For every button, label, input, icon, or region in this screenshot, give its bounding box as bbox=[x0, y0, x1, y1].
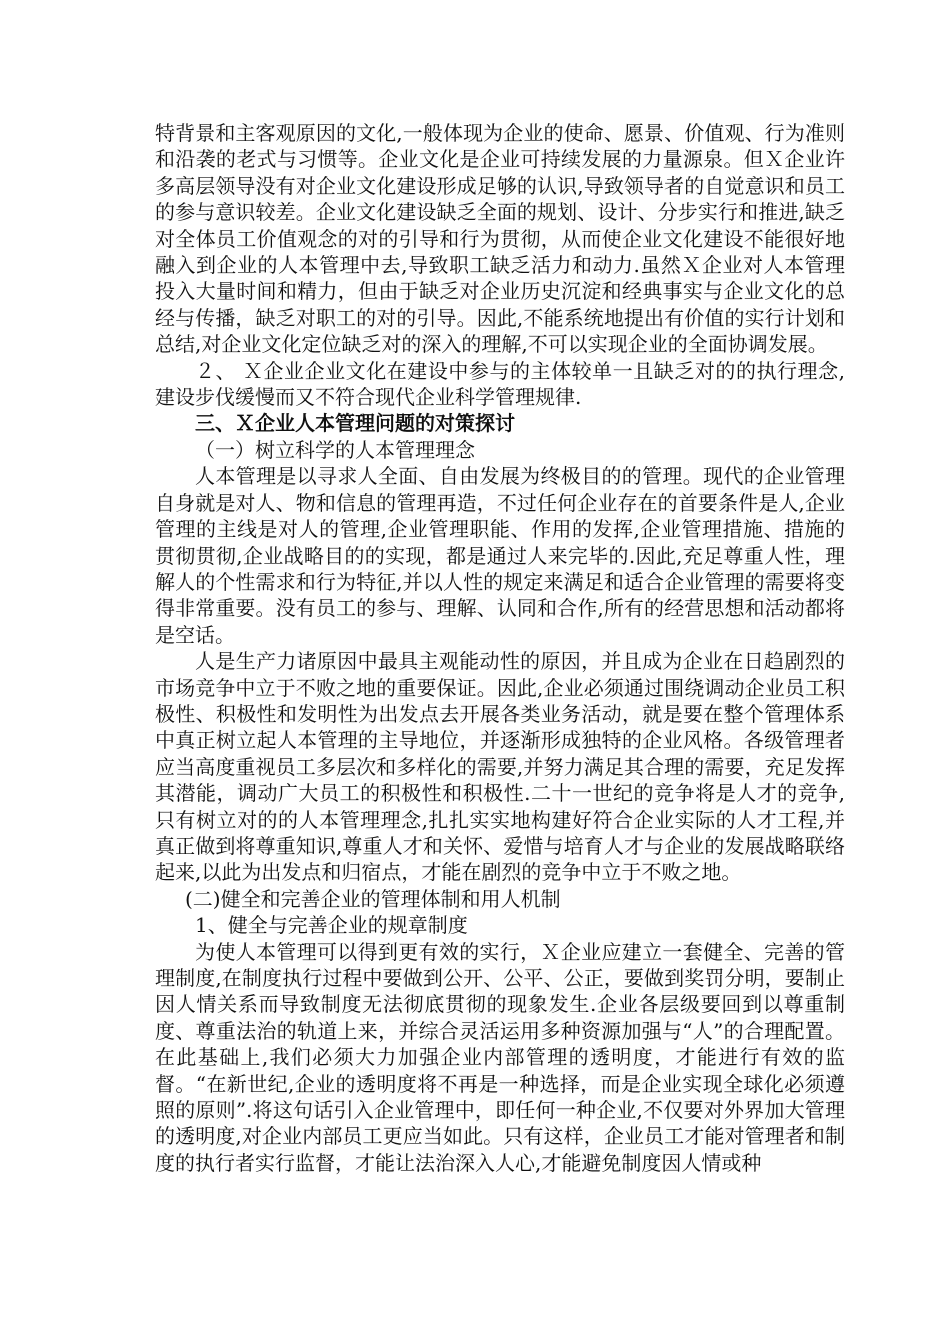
section-heading-3: 三、Ｘ企业人本管理问题的对策探讨 bbox=[195, 411, 515, 436]
subheading-2: (二)健全和完善企业的管理体制和用人机制 bbox=[185, 886, 561, 911]
document-page bbox=[155, 120, 845, 1176]
paragraph-rules-system: 为使人本管理可以得到更有效的实行，Ｘ企业应建立一套健全、完善的管理制度,在制度执行过程中要做到公开、公平、公正，要做到奖罚分明，要制止因人情关系而导致制度无法彻底贯彻的现象发生.企业各层级要回到以尊重制度、尊重法治的轨道上来，并综合灵活运用多种资源加强与“人”的合理配置。在此基础上,我们必须大力加强企业内部管理的透明度，才能进行有效的监督。“在新世纪,企业的透明度将不再是一种选择，而是企业实现全球化必须遵照的原则”.将这句话引入企业管理中，即任何一种企业,不仅要对外界加大管理的透明度,对企业内部员工更应当如此。只有这样，企业员工才能对管理者和制度的执行者实行监督，才能让法治深入人心,才能避免制度因人情或种 bbox=[155, 939, 845, 1175]
subheading-1: （一）树立科学的人本管理理念 bbox=[195, 437, 475, 462]
subheading-2-1: 1、健全与完善企业的规章制度 bbox=[195, 913, 468, 938]
paragraph-productivity: 人是生产力诸原因中最具主观能动性的原因，并且成为企业在日趋剧烈的市场竞争中立于不败之地的重要保证。因此,企业必须通过围绕调动企业员工积极性、积极性和发明性为出发点去开展各类业务活动，就是要在整个管理体系中真正树立起人本管理的主导地位，并逐渐形成独特的企业风格。各级管理者应当高度重视员工多层次和多样化的需要,并努力满足其合理的需要，充足发挥其潜能，调动广大员工的积极性和积极性.二十一世纪的竞争将是人才的竞争,只有树立对的的人本管理理念,扎扎实实地构建好符合企业实际的人才工程,并真正做到将尊重知识,尊重人才和关怀、爱惜与培育人才与企业的发展战略联络起来,以此为出发点和归宿点，才能在剧烈的竞争中立于不败之地。 bbox=[155, 649, 845, 885]
paragraph-culture-continued: 特背景和主客观原因的文化,一般体现为企业的使命、愿景、价值观、行为准则和沿袭的老式与习惯等。企业文化是企业可持续发展的力量源泉。但Ｘ企业许多高层领导没有对企业文化建设形成足够的认识,导致领导者的自觉意识和员工的参与意识较差。企业文化建设缺乏全面的规划、设计、分步实行和推进,缺乏对全体员工价值观念的对的引导和行为贯彻，从而使企业文化建设不能很好地融入到企业的人本管理中去,导致职工缺乏活力和动力.虽然Ｘ企业对人本管理投入大量时间和精力，但由于缺乏对企业历史沉淀和经典事实与企业文化的总经与传播，缺乏对职工的对的引导。因此,不能系统地提出有价值的实行计划和总结,对企业文化定位缺乏对的深入的理解,不可以实现企业的全面协调发展。 bbox=[155, 121, 845, 357]
paragraph-point-2: ２、 Ｘ企业企业文化在建设中参与的主体较单一且缺乏对的的执行理念,建设步伐缓慢而又不符合现代企业科学管理规律. bbox=[155, 358, 845, 410]
paragraph-humanistic-management: 人本管理是以寻求人全面、自由发展为终极目的的管理。现代的企业管理自身就是对人、物和信息的管理再造，不过任何企业存在的首要条件是人,企业管理的主线是对人的管理,企业管理职能、作用的发挥,企业管理措施、措施的贯彻贯彻,企业战略目的的实现，都是通过人来完毕的.因此,充足尊重人性，理解人的个性需求和行为特征,并以人性的规定来满足和适合企业管理的需要将变得非常重要。没有员工的参与、理解、认同和合作,所有的经营思想和活动都将是空话。 bbox=[155, 464, 845, 647]
